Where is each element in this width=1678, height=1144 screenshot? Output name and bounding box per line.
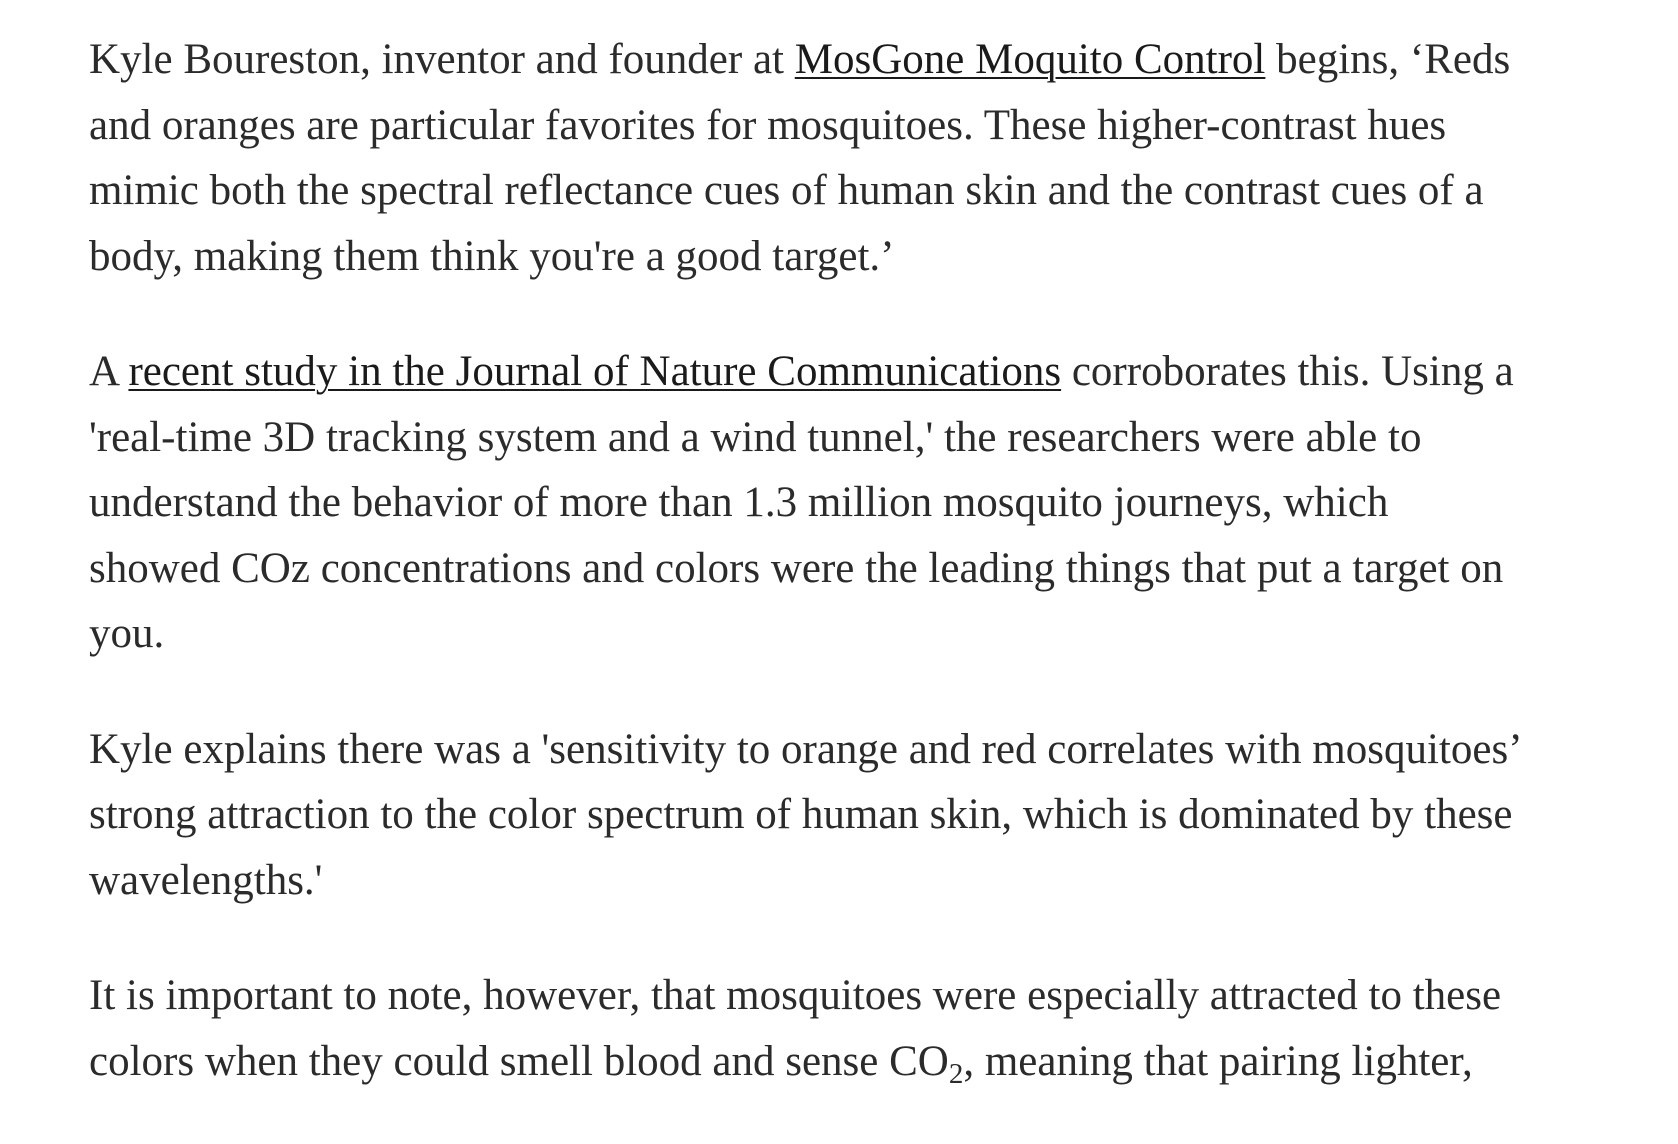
text-segment: corroborates this. Using a [1061, 348, 1514, 395]
text-line [89, 1029, 1649, 1095]
text-line: you. [89, 610, 165, 657]
text-line: It is important to note, however, that mosquitoes were especially attracted to these [89, 972, 1502, 1019]
text-segment: begins, ‘Reds [1265, 36, 1511, 83]
text-segment: Kyle Boureston, inventor and founder at [89, 36, 795, 83]
text-line: understand the behavior of more than 1.3 million mosquito journeys, which [89, 479, 1389, 526]
text-line: showed COz concentrations and colors were the leading things that put a target on [89, 544, 1504, 592]
text-segment: colors when they could smell blood and sense CO [89, 1037, 949, 1085]
text-segment: A [89, 348, 129, 395]
text-line: wavelengths.' [89, 856, 323, 904]
article-body [89, 27, 1649, 1144]
text-line: body, making them think you're a good target.’ [89, 232, 895, 280]
text-line: mimic both the spectral reflectance cues of human skin and the contrast cues of a [89, 167, 1484, 214]
text-line [89, 339, 1649, 405]
text-line: strong attraction to the color spectrum of human skin, which is dominated by these [89, 791, 1513, 838]
text-line: 'real-time 3D tracking system and a wind tunnel,' the researchers were able to [89, 413, 1422, 461]
text-segment: , meaning that pairing lighter, [963, 1037, 1473, 1085]
paragraph-study [89, 339, 1649, 667]
text-line [89, 27, 1649, 93]
paragraph-kyle-quote [89, 27, 1649, 289]
subscript-two: 2 [948, 1057, 964, 1090]
text-line: Kyle explains there was a 'sensitivity to orange and red correlates with mosquitoes’ [89, 725, 1523, 773]
mosgone-link[interactable]: MosGone Moquito Control [794, 36, 1266, 83]
study-link[interactable]: recent study in the Journal of Nature Communications [128, 348, 1062, 395]
paragraph-kyle-explains [89, 717, 1649, 914]
text-line: and oranges are particular favorites for mosquitoes. These higher-contrast hues [89, 101, 1447, 149]
paragraph-important-note [89, 963, 1649, 1094]
